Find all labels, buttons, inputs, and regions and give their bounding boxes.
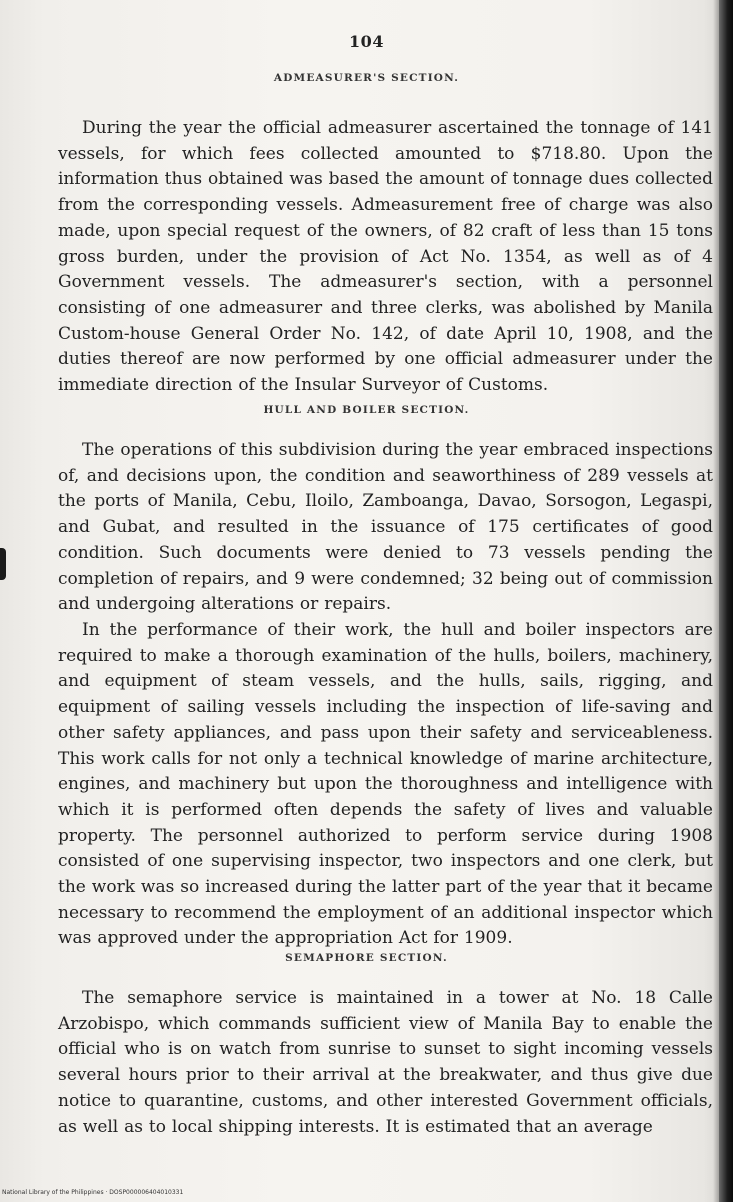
page-number: 104 — [349, 32, 384, 51]
section-heading-hull-boiler: HULL AND BOILER SECTION. — [263, 404, 470, 416]
scan-footer: National Library of the Philippines · DOSP000006404010331 — [2, 1189, 184, 1196]
binding-mark — [0, 548, 6, 580]
paragraph-hull-boiler-1: The operations of this subdivision during the year embraced inspections of, and decisions upon, the condition and seaworthiness of 289 vessels at the ports of Manila, Cebu, Iloilo, Zamboanga, Davao, Sorsogon, Legaspi, and Gubat, and resulted in the issuance of 175 certificates of good condition. Such documents were denied to 73 vessels pending the completion of repairs, and 9 were condemned; 32 being out of commission and undergoing alterations or repairs. — [58, 440, 713, 615]
section-heading-admeasurer: ADMEASURER'S SECTION. — [273, 72, 460, 84]
paragraph-semaphore: The semaphore service is maintained in a tower at No. 18 Calle Arzobispo, which commands sufficient view of Manila Bay to enable the official who is on watch from sunrise to sunset to sight incoming vessels several hours prior to their arrival at the breakwater, and thus give due notice to quarantine, customs, and other interested Government officials, as well as to local shipping interests. It is estimated that an average — [58, 988, 713, 1137]
section-heading-semaphore: SEMAPHORE SECTION. — [285, 952, 448, 964]
paragraph-hull-boiler-2: In the performance of their work, the hull and boiler inspectors are required to make a thorough examination of the hulls, boilers, machinery, and equipment of steam vessels, and the hulls, sails, rigging, and equipment of sailing vessels including the inspection of life-saving and other safety appliances, and pass upon their safety and serviceableness. This work calls for not only a technical knowledge of marine architecture, engines, and machinery but upon the thoroughness and intelligence with which it is performed often depends the safety of lives and valuable property. The personnel authorized to perform service during 1908 consisted of one supervising inspector, two inspectors and one clerk, but the work was so increased during the latter part of the year that it became necessary to recommend the employment of an additional inspector which was approved under the appropriation Act for 1909. — [58, 620, 713, 949]
book-spine — [719, 0, 733, 1202]
paragraph-admeasurer: During the year the official admeasurer ascertained the tonnage of 141 vessels, for which fees collected amounted to $718.80. Upon the information thus obtained was based the amount of tonnage dues collected from the corresponding vessels. Admeasurement free of charge was also made, upon special request of the owners, of 82 craft of less than 15 tons gross burden, under the provision of Act No. 1354, as well as of 4 Government vessels. The admeasurer's section, with a personnel consisting of one admeasurer and three clerks, was abolished by Manila Custom-house General Order No. 142, of date April 10, 1908, and the duties thereof are now performed by one official admeasurer under the immediate direction of the Insular Surveyor of Customs. — [58, 118, 713, 396]
